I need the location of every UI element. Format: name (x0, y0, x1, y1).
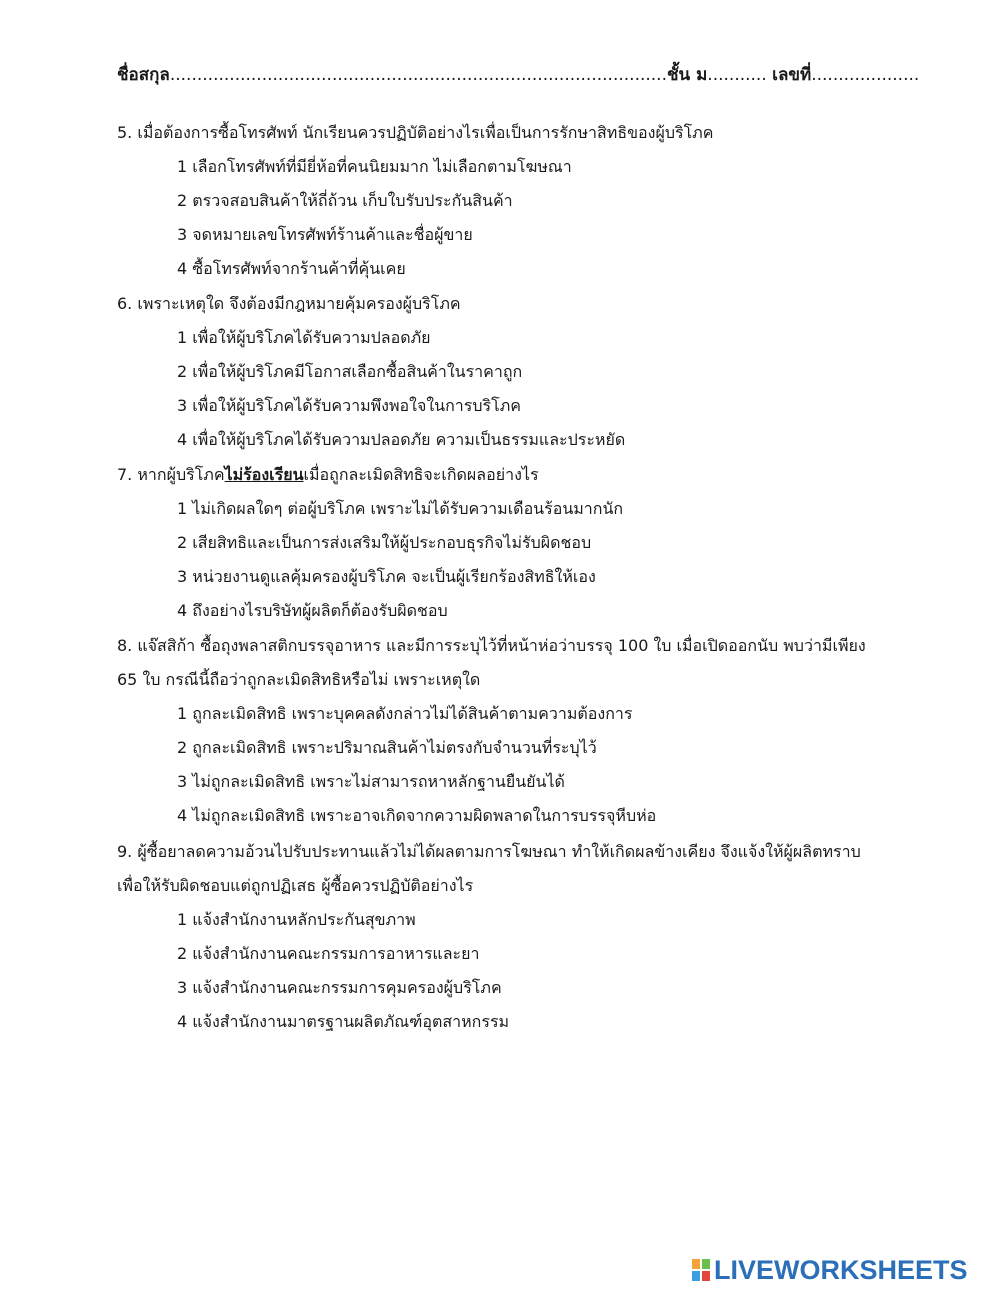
question-stem-line-1: 8. แจ๊สสิก้า ซื้อถุงพลาสติกบรรจุอาหาร และมีการระบุไว้ที่หน้าห่อว่าบรรจุ 100 ใบ เมื่อเปิดออกนับ พบว่ามีเพียง (117, 636, 866, 655)
stem-emphasis: ไม่ร้องเรียน (224, 465, 304, 484)
option-2[interactable]: 2 เพื่อให้ผู้บริโภคมีโอกาสเลือกซื้อสินค้าในราคาถูก (177, 362, 523, 381)
option-1[interactable]: 1 เลือกโทรศัพท์ที่มียี่ห้อที่คนนิยมมาก ไม่เลือกตามโฆษณา (177, 157, 572, 176)
option-4[interactable]: 4 ถึงอย่างไรบริษัทผู้ผลิตก็ต้องรับผิดชอบ (177, 601, 448, 620)
question-stem-line-2: เพื่อให้รับผิดชอบแต่ถูกปฏิเสธ ผู้ซื้อควรปฏิบัติอย่างไร (117, 876, 474, 895)
option-3[interactable]: 3 แจ้งสำนักงานคณะกรรมการคุมครองผู้บริโภค (177, 978, 502, 997)
name-label: ชื่อสกุล (117, 65, 170, 85)
option-1[interactable]: 1 ถูกละเมิดสิทธิ เพราะบุคคลดังกล่าวไม่ได้สินค้าตามความต้องการ (177, 704, 633, 723)
question-7 (117, 458, 887, 628)
logo-square (692, 1259, 700, 1269)
question-5 (117, 116, 887, 286)
number-label: เลขที่ (772, 65, 812, 85)
option-3[interactable]: 3 หน่วยงานดูแลคุ้มครองผู้บริโภค จะเป็นผู้เรียกร้องสิทธิให้เอง (177, 567, 596, 586)
option-4[interactable]: 4 ไม่ถูกละเมิดสิทธิ เพราะอาจเกิดจากความผิดพลาดในการบรรจุหีบห่อ (177, 806, 657, 825)
option-4[interactable]: 4 เพื่อให้ผู้บริโภคได้รับความปลอดภัย ความเป็นธรรมและประหยัด (177, 430, 626, 449)
option-2[interactable]: 2 แจ้งสำนักงานคณะกรรมการอาหารและยา (177, 944, 480, 963)
question-stem: 5. เมื่อต้องการซื้อโทรศัพท์ นักเรียนควรปฏิบัติอย่างไรเพื่อเป็นการรักษาสิทธิของผู้บริโภค (117, 123, 714, 142)
question-stem-line-2: 65 ใบ กรณีนี้ถือว่าถูกละเมิดสิทธิหรือไม่ เพราะเหตุใด (117, 670, 481, 689)
option-3[interactable]: 3 เพื่อให้ผู้บริโภคได้รับความพึงพอใจในการบริโภค (177, 396, 521, 415)
liveworksheets-logo (692, 1253, 968, 1287)
option-3[interactable]: 3 จดหมายเลขโทรศัพท์ร้านค้าและชื่อผู้ขาย (177, 225, 473, 244)
option-4[interactable]: 4 แจ้งสำนักงานมาตรฐานผลิตภัณฑ์อุตสาหกรรม (177, 1012, 510, 1031)
number-field[interactable]: .................... (811, 65, 920, 85)
question-9 (117, 835, 887, 1039)
class-field[interactable]: ........... (707, 65, 767, 85)
student-info-line (117, 62, 920, 88)
option-3[interactable]: 3 ไม่ถูกละเมิดสิทธิ เพราะไม่สามารถหาหลักฐานยืนยันได้ (177, 772, 565, 791)
logo-square (692, 1271, 700, 1281)
logo-square (702, 1259, 710, 1269)
question-stem (117, 458, 887, 492)
option-2[interactable]: 2 เสียสิทธิและเป็นการส่งเสริมให้ผู้ประกอบธุรกิจไม่รับผิดชอบ (177, 533, 592, 552)
class-label: ชั้น ม (667, 65, 708, 85)
liveworksheets-mark-icon (692, 1259, 710, 1281)
option-4[interactable]: 4 ซื้อโทรศัพท์จากร้านค้าที่คุ้นเคย (177, 259, 406, 278)
option-1[interactable]: 1 เพื่อให้ผู้บริโภคได้รับความปลอดภัย (177, 328, 431, 347)
question-stem-line-1: 9. ผู้ซื้อยาลดความอ้วนไปรับประทานแล้วไม่ได้ผลตามการโฆษณา ทำให้เกิดผลข้างเคียง จึงแจ้งให้ผู้ผลิตทราบ (117, 842, 861, 861)
logo-text: LIVEWORKSHEETS (714, 1254, 968, 1285)
name-field[interactable]: ............................................................................................ (169, 65, 667, 85)
option-2[interactable]: 2 ตรวจสอบสินค้าให้ถี่ถ้วน เก็บใบรับประกันสินค้า (177, 191, 513, 210)
question-stem: 6. เพราะเหตุใด จึงต้องมีกฎหมายคุ้มครองผู้บริโภค (117, 294, 461, 313)
option-2[interactable]: 2 ถูกละเมิดสิทธิ เพราะปริมาณสินค้าไม่ตรงกับจำนวนที่ระบุไว้ (177, 738, 597, 757)
option-1[interactable]: 1 ไม่เกิดผลใดๆ ต่อผู้บริโภค เพราะไม่ได้รับความเดือนร้อนมากนัก (177, 499, 624, 518)
question-6 (117, 287, 887, 457)
stem-text: เมื่อถูกละเมิดสิทธิจะเกิดผลอย่างไร (303, 465, 539, 484)
option-1[interactable]: 1 แจ้งสำนักงานหลักประกันสุขภาพ (177, 910, 416, 929)
logo-square (702, 1271, 710, 1281)
stem-text: 7. หากผู้บริโภค (117, 465, 225, 484)
question-8 (117, 629, 887, 833)
